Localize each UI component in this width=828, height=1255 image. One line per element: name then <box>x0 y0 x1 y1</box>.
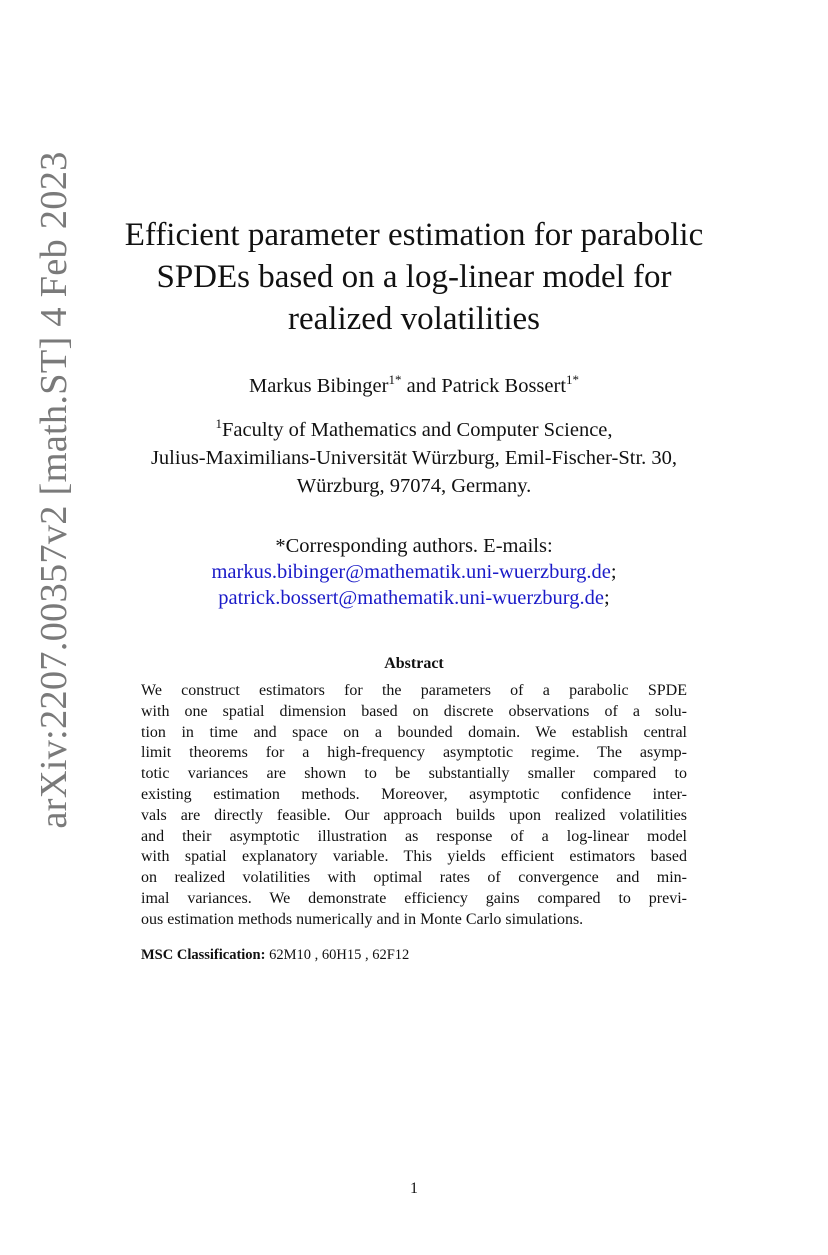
author-affiliation-mark: 1* <box>388 372 402 387</box>
abstract-line: tion in time and space on a bounded domain. We establish central <box>141 723 687 741</box>
abstract-line: ous estimation methods numerically and in Monte Carlo simulations. <box>141 910 584 928</box>
page-number: 1 <box>410 1180 418 1197</box>
email-separator: ; <box>610 561 617 583</box>
msc-classification <box>141 947 409 964</box>
title-line: SPDEs based on a log-linear model for <box>156 259 672 295</box>
affiliation-line <box>100 410 728 444</box>
arxiv-identifier-stamp: arXiv:2207.00357v2 [math.ST] 4 Feb 2023 <box>33 151 75 829</box>
email-link-bibinger[interactable]: markus.bibinger@mathematik.uni-wuerzburg.de <box>211 561 611 583</box>
author-affiliation-mark: 1* <box>566 372 580 387</box>
affiliation-line: Julius-Maximilians-Universität Würzburg, Emil-Fischer-Str. 30, <box>150 447 678 469</box>
title-line: Efficient parameter estimation for parabolic <box>124 217 704 253</box>
contact-label: *Corresponding authors. E-mails: <box>275 535 553 557</box>
affiliation-text: Faculty of Mathematics and Computer Science, <box>221 419 613 441</box>
author-connector: and <box>406 375 437 397</box>
abstract-line: existing estimation methods. Moreover, asymptotic confidence inter- <box>141 785 687 803</box>
affiliation-block <box>100 410 728 500</box>
abstract-line: We construct estimators for the parameters of a parabolic SPDE <box>141 682 687 699</box>
abstract-heading: Abstract <box>384 655 444 672</box>
affiliation-line: Würzburg, 97074, Germany. <box>296 475 532 497</box>
abstract-line: with one spatial dimension based on discrete observations of a solu- <box>141 702 687 720</box>
email-link-bossert[interactable]: patrick.bossert@mathematik.uni-wuerzburg.de <box>218 587 604 609</box>
abstract-line: imal variances. We demonstrate efficiency gains compared to previ- <box>141 889 687 907</box>
email-line <box>100 559 728 585</box>
abstract-line: and their asymptotic illustration as response of a log-linear model <box>141 827 687 845</box>
msc-label: MSC Classification: <box>141 947 266 963</box>
abstract-line: on realized volatilities with optimal rates of convergence and min- <box>141 869 687 887</box>
author-name: Patrick Bossert <box>441 375 567 397</box>
abstract-line: totic variances are shown to be substantially smaller compared to <box>141 765 687 783</box>
email-separator: ; <box>603 587 610 609</box>
email-line <box>100 585 728 611</box>
abstract-body <box>141 681 687 931</box>
abstract-line: with spatial explanatory variable. This yields efficient estimators based <box>141 848 687 866</box>
abstract-line: vals are directly feasible. Our approach builds upon realized volatilities <box>141 806 687 824</box>
affiliation-mark: 1 <box>215 416 222 431</box>
abstract-line: limit theorems for a high-frequency asymptotic regime. The asymp- <box>141 744 687 762</box>
title-line: realized volatilities <box>288 301 540 337</box>
msc-codes: 62M10 , 60H15 , 62F12 <box>269 947 410 963</box>
corresponding-authors <box>100 533 728 611</box>
author-name: Markus Bibinger <box>248 375 389 397</box>
paper-title <box>100 214 728 340</box>
author-list <box>100 372 728 398</box>
